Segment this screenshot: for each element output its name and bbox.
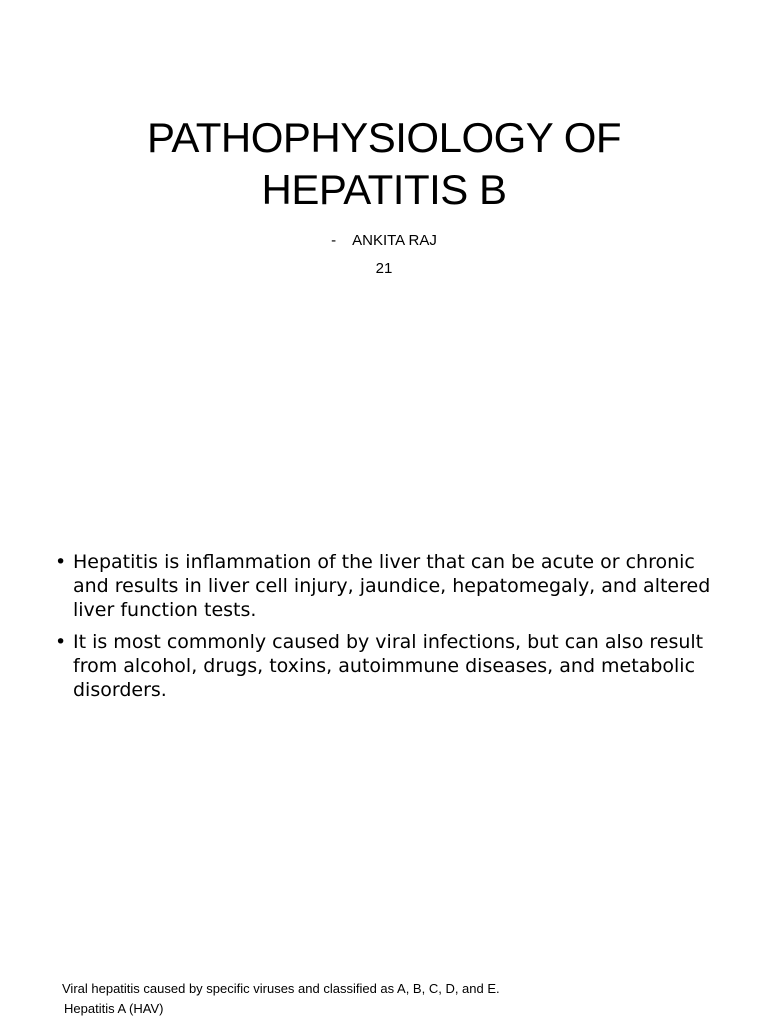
notes-line-2: Hepatitis A (HAV) xyxy=(64,1001,164,1016)
slide-title xyxy=(0,112,768,216)
bullet-item xyxy=(55,630,720,702)
bullet-list xyxy=(55,550,720,710)
roll-number: 21 xyxy=(375,260,393,277)
cut-off-text-line xyxy=(66,1019,686,1024)
author-dash: - xyxy=(331,232,337,249)
author-name: ANKITA RAJ xyxy=(352,232,437,249)
bullet-icon: • xyxy=(55,631,67,653)
bullet-item xyxy=(55,550,720,622)
notes-line-1: Viral hepatitis caused by specific viruses and classified as A, B, C, D, and E. xyxy=(62,981,500,996)
notes-text xyxy=(62,979,500,1019)
bullet-text: It is most commonly caused by viral infections, but can also result from alcohol, drugs, toxins, autoimmune diseases, and metabolic disorders. xyxy=(73,631,704,701)
title-line-2: HEPATITIS B xyxy=(261,166,507,213)
bullet-icon: • xyxy=(55,551,67,573)
title-line-1: PATHOPHYSIOLOGY OF xyxy=(146,114,622,161)
author-line xyxy=(0,231,768,251)
bullet-text: Hepatitis is inflammation of the liver that can be acute or chronic and results in liver cell injury, jaundice, hepatomegaly, and altered liver function tests. xyxy=(73,551,711,621)
